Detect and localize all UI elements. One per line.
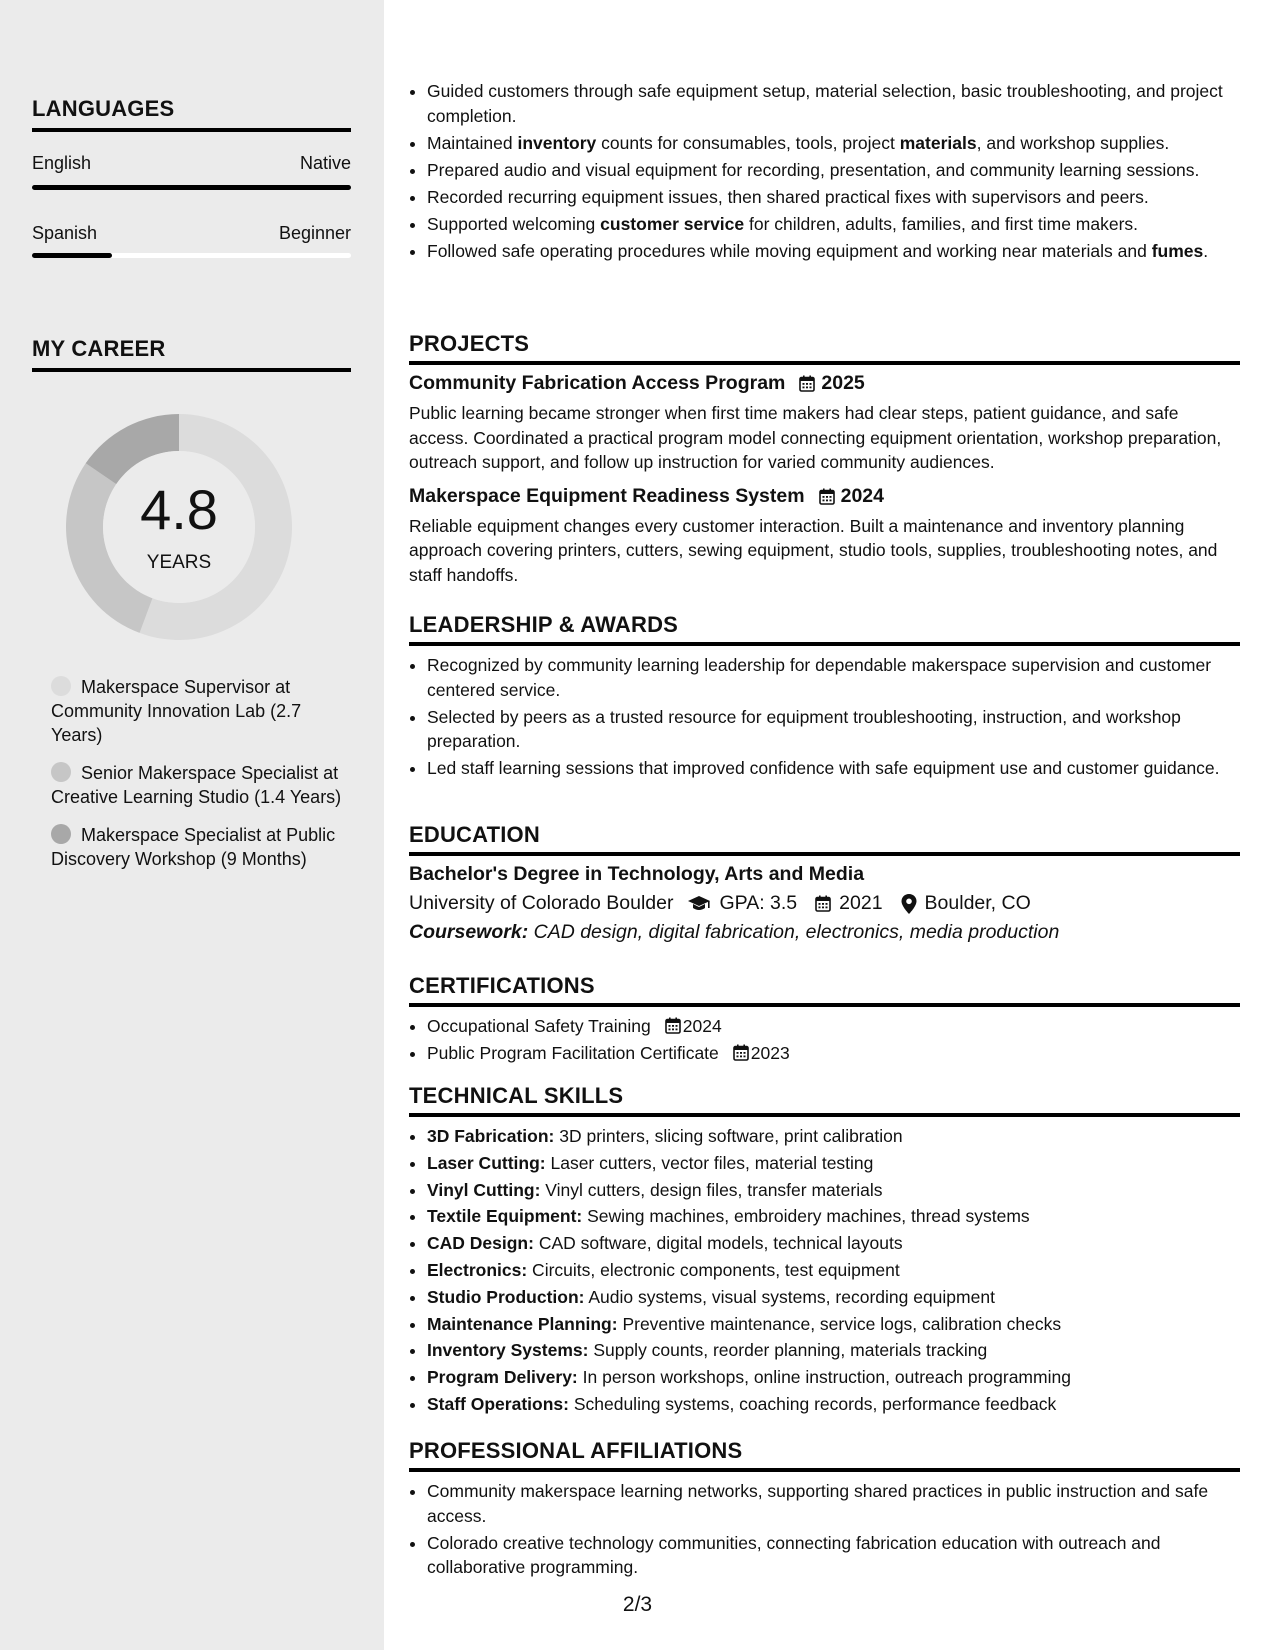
skill-item [427,1204,1240,1229]
language-proficiency-bar [32,185,351,190]
skill-label: Textile Equipment: [427,1206,583,1227]
leadership-list [409,653,1240,781]
coursework [409,921,1240,944]
project-description: Reliable equipment changes every customer interaction. Built a maintenance and inventory planning approach covering printers, cutters, sewing equipment, studio tools, supplies, troubleshooting notes, and staff handoffs. [409,515,1218,585]
skill-text: Vinyl cutters, design files, transfer materials [540,1179,883,1200]
legend-dot-icon [51,676,71,696]
list-item: • Community makerspace learning networks, supporting shared practices in public instruction and safe access. [427,1479,1240,1528]
skill-text: Audio systems, visual systems, recording equipment [584,1286,995,1307]
affiliations-list [409,1479,1240,1580]
certification-name: Public Program Facilitation Certificate [427,1043,719,1063]
skill-text: Laser cutters, vector files, material testing [545,1152,874,1173]
skill-label: 3D Fabrication: [427,1126,555,1146]
project-title: Community Fabrication Access Program [409,372,786,394]
skill-label: Electronics: [427,1259,528,1280]
proficiency-fill [32,185,351,190]
location-pin-icon [901,894,917,914]
language-row [32,223,351,244]
leadership-section [409,612,1240,783]
calendar-icon [819,488,835,505]
coursework-label: Coursework: [409,921,529,943]
project-title-row [409,485,1240,508]
skill-text: Sewing machines, embroidery machines, thread systems [582,1206,1030,1227]
project-year: 2024 [840,484,884,507]
list-item: • Maintained inventory counts for consumables, tools, project materials, and workshop supplies. [427,131,1240,156]
projects-heading: PROJECTS [409,331,1240,365]
skill-label: Studio Production: [427,1286,585,1307]
calendar-icon [733,1043,749,1060]
project-title: Makerspace Equipment Readiness System [409,484,805,507]
project-title-row [409,372,1240,395]
skill-label: Staff Operations: [427,1393,569,1414]
education-section [409,822,1240,944]
skill-item [427,1338,1240,1363]
skill-text: Supply counts, reorder planning, materials tracking [588,1340,988,1361]
list-item: • Prepared audio and visual equipment for recording, presentation, and community learning sessions. [427,158,1240,183]
skill-item [427,1178,1240,1203]
career-donut-chart [66,414,292,640]
calendar-icon [815,895,831,912]
skill-text: 3D printers, slicing software, print calibration [554,1126,903,1146]
career-legend-label: Makerspace Supervisor at Community Innovation Lab (2.7 Years) [51,677,302,745]
career-legend [51,675,351,885]
affiliations-section [409,1438,1240,1582]
career-legend-item [51,761,351,809]
main-content [409,0,1240,1650]
experience-continued [409,79,1240,266]
certifications-section [409,973,1240,1068]
skill-label: Vinyl Cutting: [427,1179,541,1200]
skills-list [409,1124,1240,1416]
coursework-text: CAD design, digital fabrication, electronics, media production [533,921,1060,943]
skills-heading: TECHNICAL SKILLS [409,1083,1240,1117]
skill-text: CAD software, digital models, technical layouts [533,1233,903,1254]
project-description: Public learning became stronger when first time makers had clear steps, patient guidance, and safe access. Coordinated a practical program model connecting equipment orientation, workshop preparation, outreach support, and follow up instruction for varied community audiences. [409,403,1222,472]
certification-year: 2024 [682,1016,722,1036]
bold-keyword: materials [899,132,977,153]
language-proficiency-bar [32,253,351,258]
language-row [32,153,351,174]
project-item [409,485,1240,588]
skill-text: In person workshops, online instruction, outreach programming [577,1367,1071,1388]
calendar-icon [665,1016,681,1033]
skill-item [427,1231,1240,1256]
list-item: • Colorado creative technology communities, connecting fabrication education with outreach and collaborative programming. [427,1531,1240,1580]
skill-text: Circuits, electronic components, test equipment [527,1259,900,1280]
list-item: • Supported welcoming customer service for children, adults, families, and first time makers. [427,212,1240,237]
project-item [409,372,1240,475]
skill-text: Preventive maintenance, service logs, calibration checks [617,1313,1062,1334]
languages-heading: LANGUAGES [32,96,351,132]
language-name: English [32,153,92,173]
affiliations-heading: PROFESSIONAL AFFILIATIONS [409,1438,1240,1472]
language-level: Beginner [278,223,351,243]
skill-item [427,1285,1240,1310]
skill-label: CAD Design: [427,1233,534,1254]
total-years-value: 4.8 [140,478,218,541]
education-details [409,892,1240,915]
skill-item [427,1392,1240,1417]
total-years-unit: YEARS [146,552,212,573]
legend-dot-icon [51,762,71,782]
career-heading: MY CAREER [32,336,351,372]
gpa: GPA: 3.5 [719,892,798,914]
certification-year: 2023 [750,1043,790,1063]
bold-keyword: customer service [600,213,745,234]
skill-text: Scheduling systems, coaching records, performance feedback [568,1393,1057,1414]
language-name: Spanish [32,223,98,243]
skill-item [427,1124,1240,1149]
graduation-cap-icon [687,895,711,913]
bold-keyword: inventory [517,132,597,153]
skill-item [427,1258,1240,1283]
sidebar [0,0,384,1650]
certification-item [427,1014,1240,1039]
projects-section [409,331,1240,587]
project-year: 2025 [821,372,865,394]
skill-item [427,1365,1240,1390]
career-legend-label: Senior Makerspace Specialist at Creative Learning Studio (1.4 Years) [51,763,342,807]
calendar-icon [799,375,815,392]
list-item: • Guided customers through safe equipment setup, material selection, basic troubleshooting, and project completion. [427,79,1240,128]
leadership-heading: LEADERSHIP & AWARDS [409,612,1240,646]
legend-dot-icon [51,824,71,844]
skill-label: Inventory Systems: [427,1340,589,1361]
skill-item [427,1312,1240,1337]
technical-skills-section [409,1083,1240,1419]
graduation-year: 2021 [839,892,883,914]
list-item: • Followed safe operating procedures while moving equipment and working near materials and fumes. [427,239,1240,264]
certification-name: Occupational Safety Training [427,1016,651,1036]
location: Boulder, CO [924,892,1031,914]
bold-keyword: fumes [1151,240,1204,261]
education-heading: EDUCATION [409,822,1240,856]
certifications-list [409,1014,1240,1066]
certifications-heading: CERTIFICATIONS [409,973,1240,1007]
career-legend-item [51,823,351,871]
career-legend-label: Makerspace Specialist at Public Discovery Workshop (9 Months) [51,825,336,869]
career-legend-item [51,675,351,747]
experience-bullets [409,79,1240,263]
proficiency-fill [32,253,112,258]
language-level: Native [299,153,351,173]
list-item: • Selected by peers as a trusted resource for equipment troubleshooting, instruction, and workshop preparation. [427,705,1240,754]
page-number: 2/3 [622,1593,653,1616]
skill-label: Laser Cutting: [427,1152,546,1173]
skill-item [427,1151,1240,1176]
degree-title: Bachelor's Degree in Technology, Arts and Media [409,863,865,885]
list-item: • Recognized by community learning leadership for dependable makerspace supervision and customer centered service. [427,653,1240,702]
skill-label: Maintenance Planning: [427,1313,618,1334]
list-item: • Recorded recurring equipment issues, then shared practical fixes with supervisors and peers. [427,185,1240,210]
list-item: • Led staff learning sessions that improved confidence with safe equipment use and customer guidance. [427,756,1240,781]
certification-item [427,1041,1240,1066]
school-name: University of Colorado Boulder [409,892,674,914]
skill-label: Program Delivery: [427,1367,578,1388]
